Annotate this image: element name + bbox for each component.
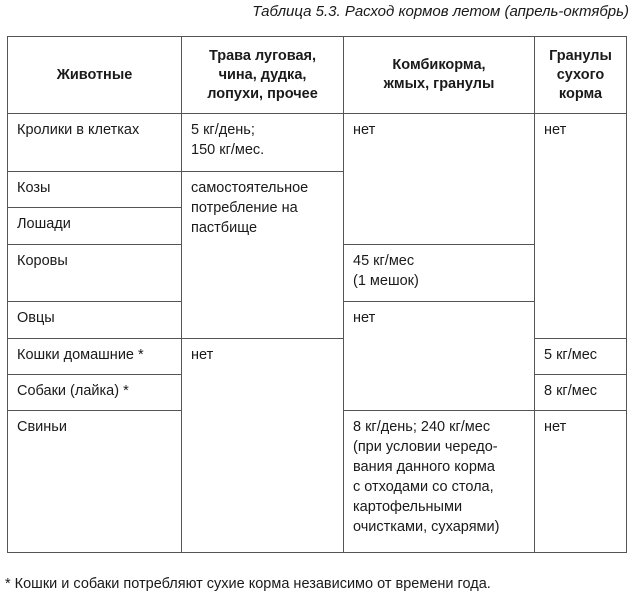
cell-rabbits-grass: 5 кг/день; 150 кг/мес. <box>182 114 344 172</box>
table-caption: Таблица 5.3. Расход кормов летом (апрель-октябрь) <box>252 3 629 20</box>
cell-pasture-grass: самостоятельное потребление на пастбище <box>182 172 344 339</box>
row-label-rabbits: Кролики в клетках <box>8 114 182 172</box>
row-label-cows: Коровы <box>8 245 182 302</box>
row-label-cats: Кошки домашние * <box>8 339 182 375</box>
header-grass: Трава луговая, чина, дудка, лопухи, прочее <box>182 37 344 114</box>
footnote: * Кошки и собаки потребляют сухие корма независимо от времени года. <box>5 576 491 592</box>
row-label-goats: Козы <box>8 172 182 208</box>
cell-cows-compound: 45 кг/мес (1 мешок) <box>344 245 535 302</box>
row-label-sheep: Овцы <box>8 302 182 339</box>
cell-dogs-pellets: 8 кг/мес <box>535 375 627 411</box>
row-label-pigs: Свиньи <box>8 411 182 553</box>
cell-sheep-cats-dogs-compound: нет <box>344 302 535 411</box>
cell-pets-pigs-grass: нет <box>182 339 344 553</box>
header-dry-pellets: Гранулы сухого корма <box>535 37 627 114</box>
cell-rabbits-goats-horses-compound: нет <box>344 114 535 245</box>
header-row <box>8 37 627 114</box>
cell-pellets-rabbits-to-sheep: нет <box>535 114 627 339</box>
feed-consumption-table <box>7 36 627 553</box>
table-row <box>8 339 627 375</box>
row-label-horses: Лошади <box>8 208 182 245</box>
cell-cats-pellets: 5 кг/мес <box>535 339 627 375</box>
table-row <box>8 114 627 172</box>
cell-pigs-pellets: нет <box>535 411 627 553</box>
header-animals: Животные <box>8 37 182 114</box>
row-label-dogs: Собаки (лайка) * <box>8 375 182 411</box>
header-compound-feed: Комбикорма, жмых, гранулы <box>344 37 535 114</box>
cell-pigs-compound: 8 кг/день; 240 кг/мес (при условии чередо- вания данного корма с отходами со стола, картофельными очистками, сухарями) <box>344 411 535 553</box>
